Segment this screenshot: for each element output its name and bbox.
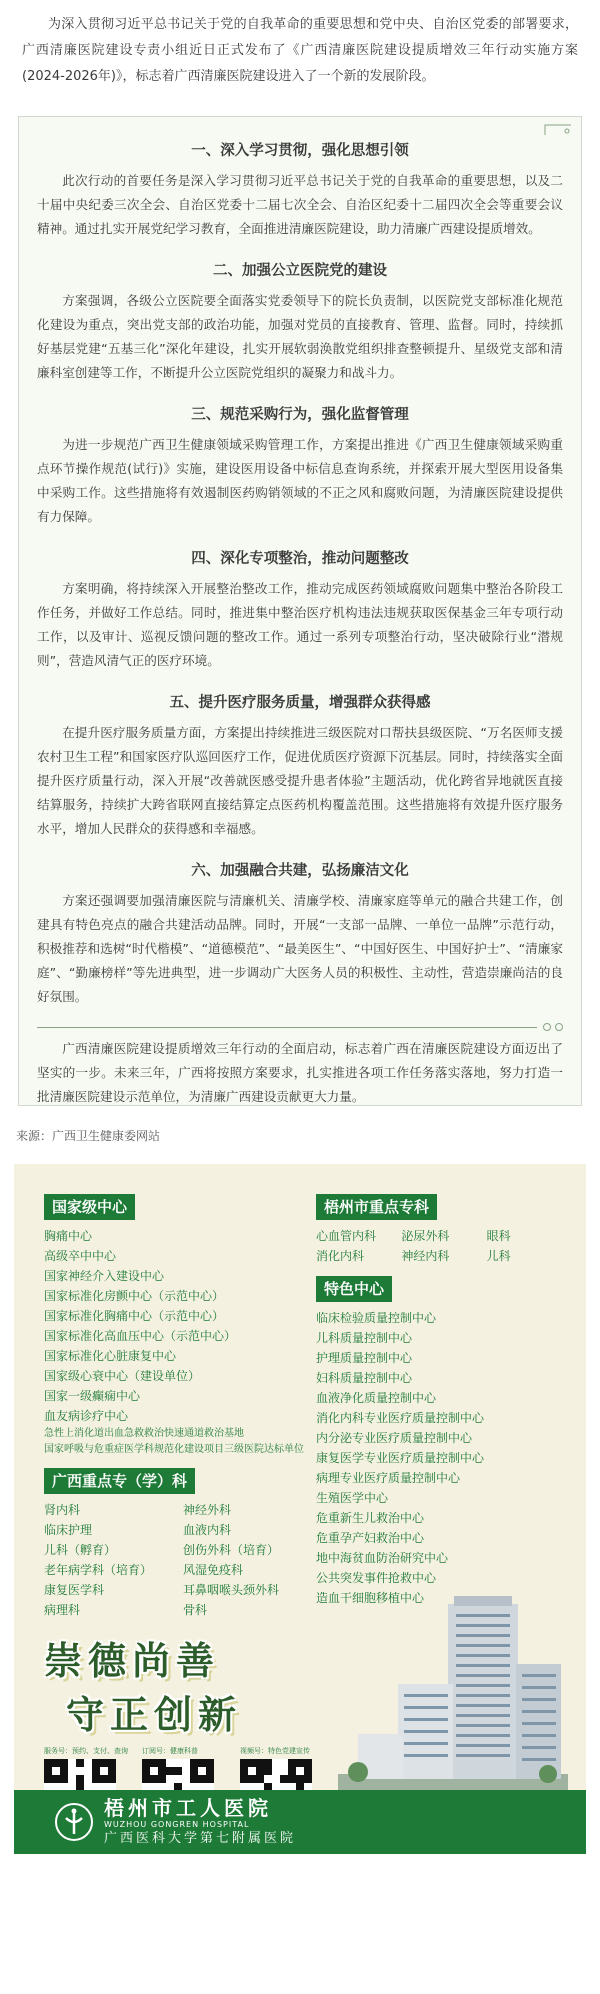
poster-list-item: 神经内科 [401,1249,450,1263]
hospital-poster [14,1164,586,1854]
poster-list-item: 血液内科 [183,1523,232,1537]
poster-list-item: 国家一级癫痫中心 [44,1389,141,1403]
poster-list-item: 消化内科专业医疗质量控制中心 [316,1411,485,1425]
poster-list-item: 骨科 [183,1603,208,1617]
corner-decoration-icon [543,123,573,137]
conclusion-paragraph: 广西清廉医院建设提质增效三年行动的全面启动，标志着广西在清廉医院建设方面迈出了坚实的一步。未来三年，广西将按照方案要求，扎实推进各项工作任务落实落地，努力打造一批清廉医院建设示范单位，为清廉广西建设贡献更大力量。 [37,1041,563,1104]
qr-caption: 服务号：预约、支付、查询 [44,1747,128,1755]
slogan [44,1634,242,1742]
poster-list-item: 儿科 [486,1249,511,1263]
poster-list-item: 高级卒中中心 [44,1249,117,1263]
poster-list-item: 胸痛中心 [44,1229,93,1243]
gx-key-discipline-list [44,1500,314,1620]
poster-list-item: 创伤外科（培育） [183,1543,280,1557]
poster-list-item: 造血干细胞移植中心 [316,1591,425,1605]
divider-line [37,1027,537,1028]
poster-list-item: 国家标准化高血压中心（示范中心） [44,1329,237,1343]
poster-list-item: 护理质量控制中心 [316,1351,413,1365]
feature-center-heading: 特色中心 [316,1276,392,1302]
poster-list-item: 老年病学科（培育） [44,1563,153,1577]
poster-list-item: 儿科（孵育） [44,1543,117,1557]
poster-list-item: 国家标准化心脏康复中心 [44,1349,177,1363]
poster-list-item: 危重孕产妇救治中心 [316,1531,425,1545]
slogan-line-1: 崇德尚善 [44,1639,221,1683]
poster-list-item: 国家神经介入建设中心 [44,1269,165,1283]
qr-caption: 订阅号：健康科普 [142,1747,198,1755]
section-body: 此次行动的首要任务是深入学习贯彻习近平总书记关于党的自我革命的重要思想，以及二十届中央纪委三次全会、自治区党委十二届七次全会、自治区纪委十二届四次全会等重要会议精神。通过扎实开展党纪学习教育，全面推进清廉医院建设，助力清廉广西建设提质增效。 [37,173,563,236]
poster-list-item: 消化内科 [316,1249,365,1263]
poster-list-item: 儿科质量控制中心 [316,1331,413,1345]
poster-list-item: 肾内科 [44,1503,81,1517]
section-body: 方案还强调要加强清廉医院与清廉机关、清廉学校、清廉家庭等单元的融合共建工作，创建具有特色亮点的融合共建活动品牌。同时，开展“一支部一品牌、一单位一品牌”示范行动，积极推荐和选树“时代楷模”、“道德模范”、“最美医生”、“中国好医生、中国好护士”、“清廉家庭”、“勤廉榜样”等先进典型，进一步调动广大医务人员的积极性、主动性，营造崇廉尚洁的良好氛围。 [37,893,563,1004]
poster-list-item: 生殖医学中心 [316,1491,389,1505]
poster-list-item: 内分泌专业医疗质量控制中心 [316,1431,473,1445]
section-title: 一、深入学习贯彻，强化思想引领 [191,143,409,159]
poster-list-item: 风湿免疫科 [183,1563,244,1577]
poster-right-column [316,1194,566,1614]
poster-list-item: 危重新生儿救治中心 [316,1511,425,1525]
source-line: 来源：广西卫生健康委网站 [16,1129,161,1143]
poster-list-item: 妇科质量控制中心 [316,1371,413,1385]
section-title: 三、规范采购行为，强化监督管理 [191,407,409,423]
content-box [18,116,582,1106]
poster-list-item: 眼科 [486,1229,511,1243]
section-title: 二、加强公立医院党的建设 [213,263,387,279]
poster-list-item: 心血管内科 [316,1229,377,1243]
poster-list-item: 国家标准化房颤中心（示范中心） [44,1289,225,1303]
section-body: 在提升医疗服务质量方面，方案提出持续推进三级医院对口帮扶县级医院、“万名医师支援农村卫生工程”和国家医疗队巡回医疗工作，促进优质医疗资源下沉基层。同时，持续落实全面提升医疗质量行动，深入开展“改善就医感受提升患者体验”主题活动，优化跨省异地就医直接结算服务，持续扩大跨省联网直接结算定点医药机构覆盖范围。这些措施将有效提升医疗服务水平，增加人民群众的获得感和幸福感。 [37,725,563,836]
poster-left-column [44,1194,314,1626]
poster-list-item: 地中海贫血防治研究中心 [316,1551,449,1565]
hospital-affiliation: 广西医科大学第七附属医院 [104,1831,297,1846]
national-center-notes [44,1426,314,1458]
hospital-logo-icon [54,1802,94,1842]
poster-list-item: 神经外科 [183,1503,232,1517]
intro-paragraph: 为深入贯彻习近平总书记关于党的自我革命的重要思想和党中央、自治区党委的部署要求，广西清廉医院建设专责小组近日正式发布了《广西清廉医院建设提质增效三年行动实施方案(2024-2026年)》，标志着广西清廉医院建设进入了一个新的发展阶段。 [22,17,578,84]
divider [37,1023,563,1031]
section-list [37,139,563,1009]
national-center-list [44,1226,314,1426]
national-center-heading: 国家级中心 [44,1194,135,1220]
section-title: 五、提升医疗服务质量，增强群众获得感 [169,695,431,711]
section-body: 为进一步规范广西卫生健康领域采购管理工作，方案提出推进《广西卫生健康领域采购重点环节操作规范(试行)》实施，建设医用设备中标信息查询系统，并探索开展大型医用设备集中采购工作。这些措施将有效遏制医药购销领域的不正之风和腐败问题，为清廉医院建设提供有力保障。 [37,437,563,524]
wz-key-specialty-heading: 梧州市重点专科 [316,1194,437,1220]
section-title: 四、深化专项整治，推动问题整改 [191,551,409,567]
poster-list-item: 公共突发事件抢救中心 [316,1571,437,1585]
poster-list-item: 国家呼吸与危重症医学科规范化建设项目三级医院达标单位 [44,1444,304,1455]
poster-list-item: 康复医学专业医疗质量控制中心 [316,1451,485,1465]
section-body: 方案明确，将持续深入开展整治整改工作，推动完成医药领域腐败问题集中整治各阶段工作任务，并做好工作总结。同时，推进集中整治医疗机构违法违规获取医保基金三年专项行动工作，以及审计、巡视反馈问题的整改工作。通过一系列专项整治行动，坚决破除行业“潜规则”，营造风清气正的医疗环境。 [37,581,563,668]
poster-list-item: 临床检验质量控制中心 [316,1311,437,1325]
wz-key-specialty-list [316,1226,566,1266]
hospital-name-block [104,1796,296,1848]
hospital-name-cn: 梧州市工人医院 [104,1796,272,1820]
poster-list-item: 血友病诊疗中心 [44,1409,129,1423]
gx-key-discipline-heading: 广西重点专（学）科 [44,1468,195,1494]
qr-caption: 视频号：特色党建宣传 [240,1747,310,1755]
poster-list-item: 国家级心衰中心（建设单位） [44,1369,201,1383]
poster-list-item: 急性上消化道出血急救救治快速通道救治基地 [44,1428,244,1439]
poster-list-item: 康复医学科 [44,1583,105,1597]
hospital-building-icon [338,1594,568,1804]
section-body: 方案强调，各级公立医院要全面落实党委领导下的院长负责制，以医院党支部标准化规范化建设为重点，突出党支部的政治功能，加强对党员的直接教育、管理、监督。同时，持续抓好基层党建“五基三化”深化年建设，扎实开展软弱涣散党组织排查整顿提升、星级党支部和清廉科室创建等工作，不断提升公立医院党组织的凝聚力和战斗力。 [37,293,563,380]
poster-list-item: 泌尿外科 [401,1229,450,1243]
divider-dots-icon [543,1023,563,1031]
section-title: 六、加强融合共建，弘扬廉洁文化 [191,863,409,879]
feature-center-list [316,1308,566,1608]
slogan-line-2: 守正创新 [66,1693,243,1737]
poster-list-item: 血液净化质量控制中心 [316,1391,437,1405]
poster-list-item: 病理科 [44,1603,81,1617]
poster-list-item: 耳鼻咽喉头颈外科 [183,1583,280,1597]
poster-list-item: 病理专业医疗质量控制中心 [316,1471,461,1485]
hospital-name-en: WUZHOU GONGREN HOSPITAL [104,1820,250,1829]
poster-list-item: 临床护理 [44,1523,93,1537]
hospital-footer [14,1790,586,1854]
poster-list-item: 国家标准化胸痛中心（示范中心） [44,1309,225,1323]
